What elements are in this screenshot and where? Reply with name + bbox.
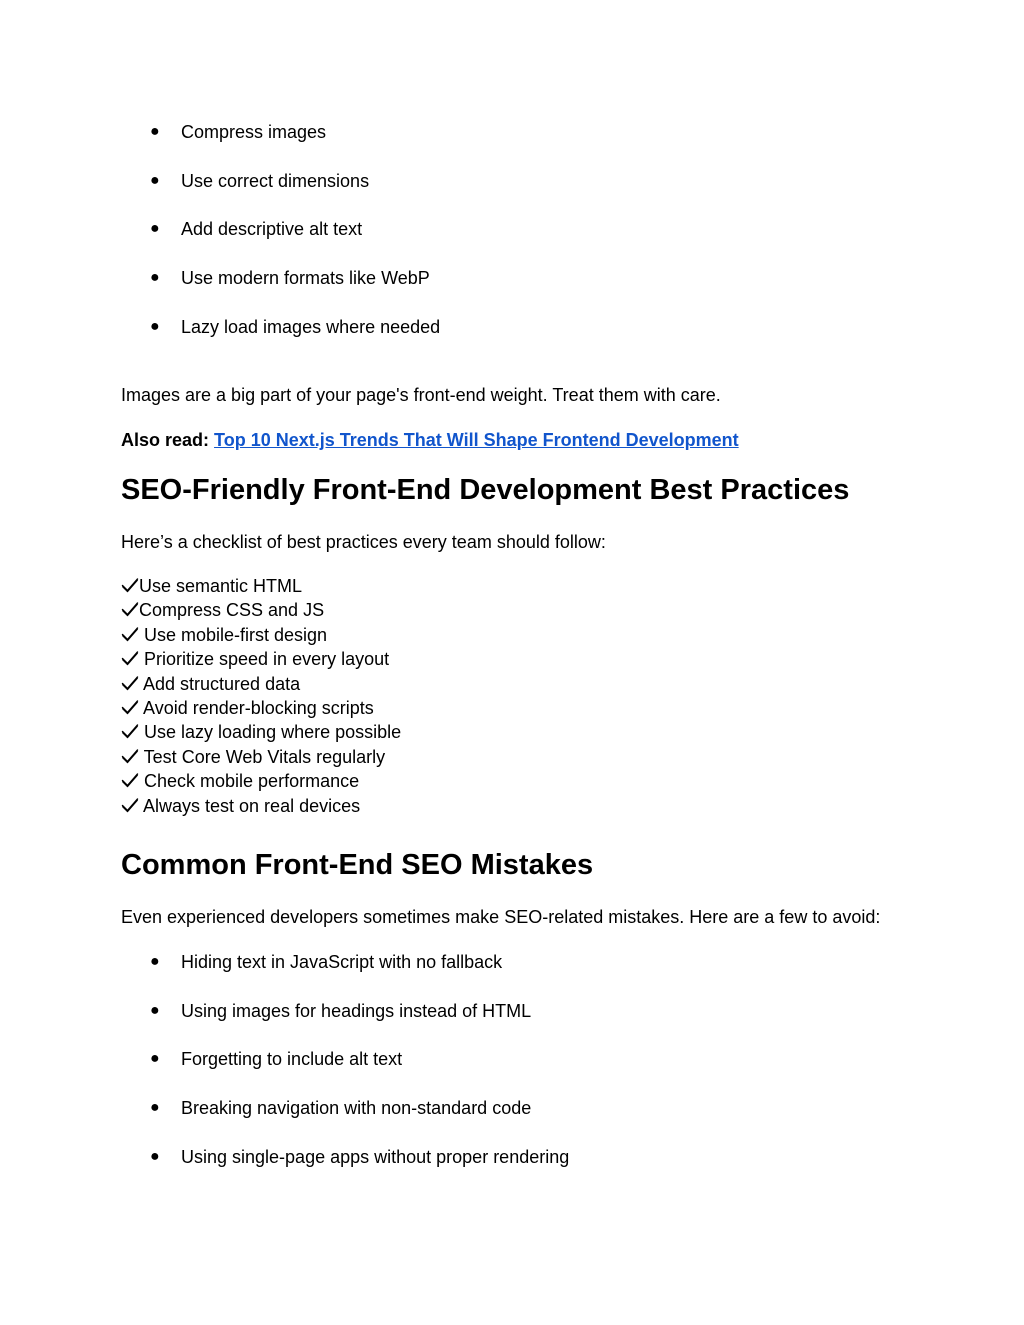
bullet-icon: ● bbox=[150, 220, 160, 238]
images-paragraph: Images are a big part of your page's front-end weight. Treat them with care. bbox=[121, 385, 721, 405]
checklist-item bbox=[121, 794, 401, 818]
mistakes-intro: Even experienced developers sometimes make SEO-related mistakes. Here are a few to avoid: bbox=[121, 907, 881, 927]
checklist-item-text: Test Core Web Vitals regularly bbox=[139, 746, 386, 767]
list-item-text: Hiding text in JavaScript with no fallback bbox=[181, 952, 503, 972]
check-mark-icon bbox=[121, 723, 139, 739]
check-mark-icon bbox=[121, 675, 139, 691]
also-read-label: Also read: bbox=[121, 430, 210, 450]
bullet-icon: ● bbox=[150, 1099, 160, 1117]
checklist-item-text: Always test on real devices bbox=[139, 795, 361, 816]
checklist-item bbox=[121, 598, 401, 622]
list-item bbox=[0, 316, 1024, 365]
list-item bbox=[0, 218, 1024, 267]
image-tips-list bbox=[0, 121, 1024, 364]
bullet-icon: ● bbox=[150, 123, 160, 140]
list-item-text: Forgetting to include alt text bbox=[181, 1049, 403, 1070]
list-item-text: Lazy load images where needed bbox=[181, 316, 441, 337]
also-read-line bbox=[121, 429, 739, 451]
bullet-icon: ● bbox=[150, 171, 160, 189]
checklist-item bbox=[121, 769, 401, 793]
list-item bbox=[0, 121, 1024, 170]
checklist-item-text: Compress CSS and JS bbox=[139, 600, 325, 621]
list-item-text: Use modern formats like WebP bbox=[181, 268, 430, 289]
list-item-text: Use correct dimensions bbox=[181, 170, 370, 191]
list-item-text: Using single-page apps without proper rendering bbox=[181, 1146, 570, 1167]
list-item-text: Compress images bbox=[181, 122, 327, 142]
checklist-item bbox=[121, 574, 401, 598]
list-item-text: Breaking navigation with non-standard code bbox=[181, 1098, 532, 1119]
check-mark-icon bbox=[121, 797, 139, 813]
checklist-item bbox=[121, 672, 401, 696]
check-mark-icon bbox=[121, 650, 139, 666]
checklist-item-text: Use lazy loading where possible bbox=[139, 722, 402, 743]
bullet-icon: ● bbox=[150, 269, 160, 287]
check-mark-icon bbox=[121, 699, 139, 715]
check-mark-icon bbox=[121, 601, 139, 617]
also-read-link[interactable]: Top 10 Next.js Trends That Will Shape Frontend Development bbox=[214, 430, 739, 450]
checklist-item bbox=[121, 696, 401, 720]
checklist-item-text: Use mobile-first design bbox=[139, 624, 328, 645]
checklist-item bbox=[121, 745, 401, 769]
list-item bbox=[0, 267, 1024, 316]
best-practices-heading: SEO-Friendly Front-End Development Best Practices bbox=[121, 474, 850, 506]
check-mark-icon bbox=[121, 772, 139, 788]
list-item bbox=[0, 1097, 1024, 1146]
mistakes-list bbox=[0, 951, 1024, 1194]
checklist-item-text: Check mobile performance bbox=[139, 771, 360, 792]
list-item bbox=[0, 1000, 1024, 1049]
list-item bbox=[0, 1146, 1024, 1195]
list-item bbox=[0, 1048, 1024, 1097]
list-item-text: Using images for headings instead of HTML bbox=[181, 1000, 532, 1021]
checklist-item bbox=[121, 623, 401, 647]
best-practices-checklist bbox=[121, 574, 401, 818]
checklist-item-text: Prioritize speed in every layout bbox=[139, 649, 390, 670]
list-item bbox=[0, 170, 1024, 219]
checklist-item-text: Use semantic HTML bbox=[139, 576, 303, 596]
bullet-icon: ● bbox=[150, 1147, 160, 1165]
bullet-icon: ● bbox=[150, 317, 160, 335]
bullet-icon: ● bbox=[150, 953, 160, 970]
bullet-icon: ● bbox=[150, 1050, 160, 1068]
check-mark-icon bbox=[121, 626, 139, 642]
check-mark-icon bbox=[121, 748, 139, 764]
list-item bbox=[0, 951, 1024, 1000]
checklist-item bbox=[121, 647, 401, 671]
mistakes-heading: Common Front-End SEO Mistakes bbox=[121, 849, 594, 881]
list-item-text: Add descriptive alt text bbox=[181, 219, 363, 240]
checklist-item-text: Add structured data bbox=[139, 673, 301, 694]
checklist-item-text: Avoid render-blocking scripts bbox=[139, 697, 374, 718]
checklist-item bbox=[121, 720, 401, 744]
best-practices-intro: Here’s a checklist of best practices every team should follow: bbox=[121, 532, 606, 552]
check-mark-icon bbox=[121, 577, 139, 593]
bullet-icon: ● bbox=[150, 1001, 160, 1019]
